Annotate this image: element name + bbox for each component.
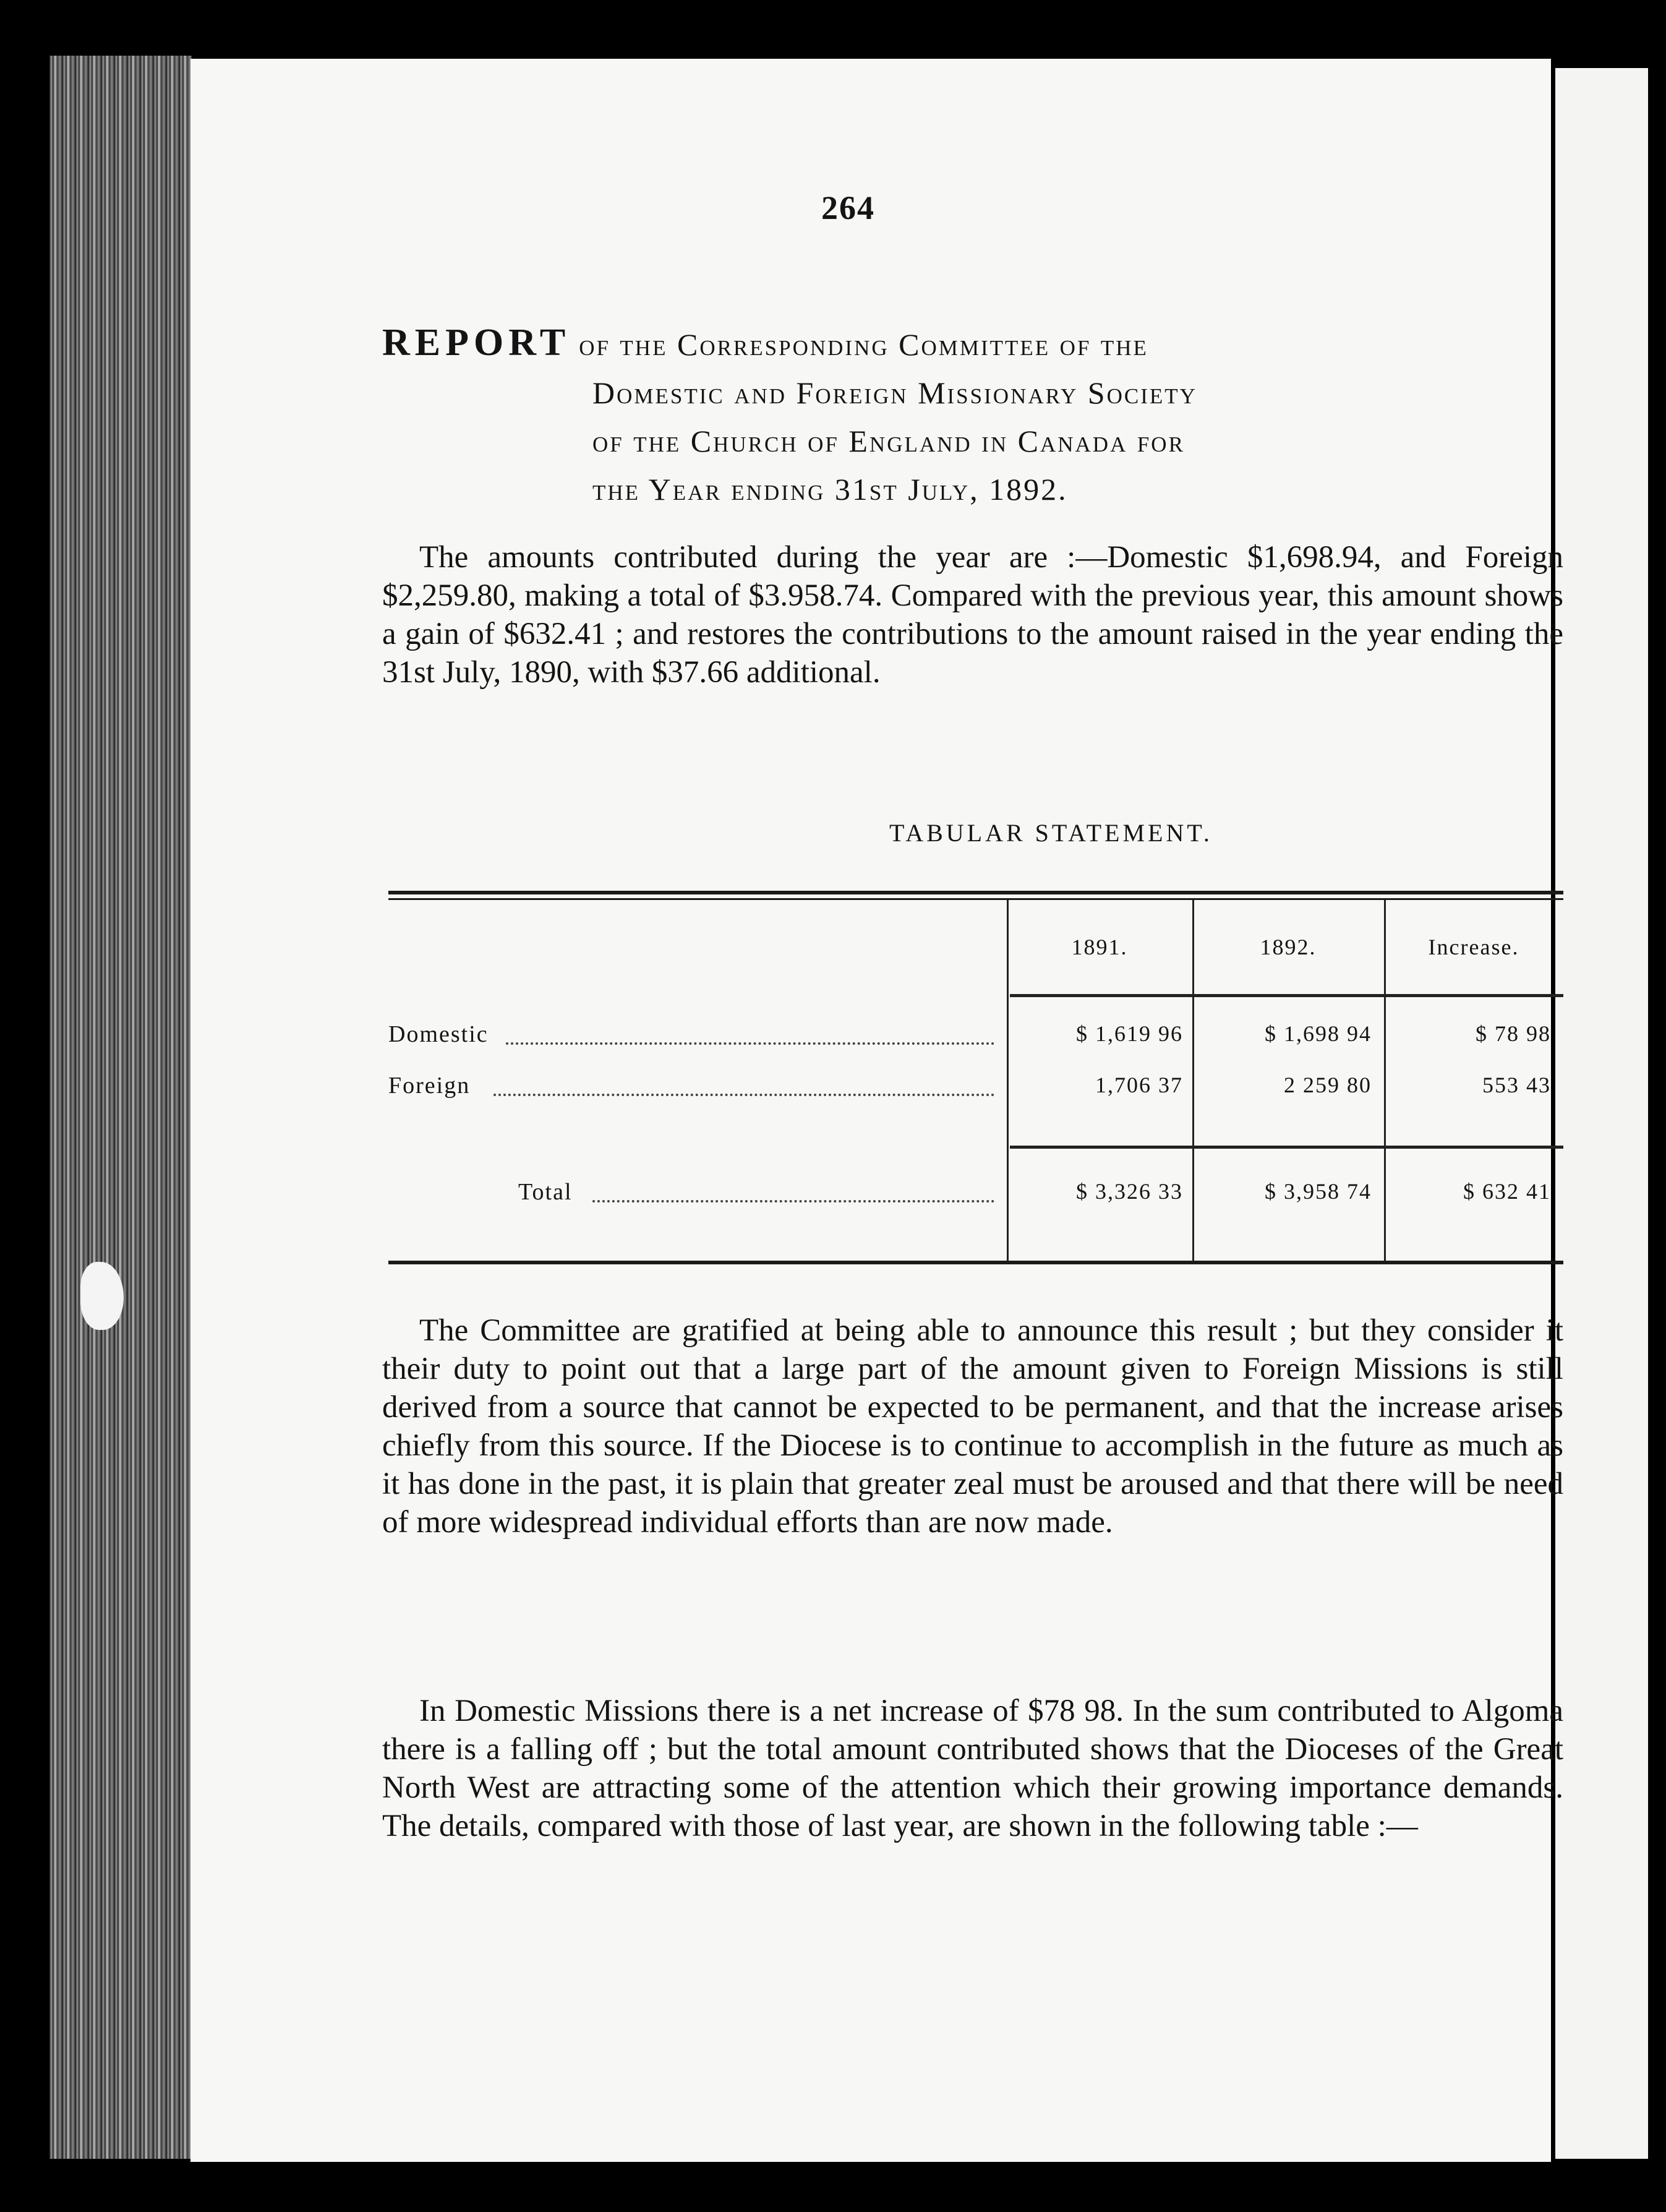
leader-dots <box>592 1200 994 1202</box>
table-bottom-rule <box>388 1261 1563 1264</box>
table-cell: $ 1,619 96 <box>1076 1021 1183 1046</box>
row-label-domestic: Domestic <box>388 1021 489 1047</box>
paragraph-contributions: The amounts contributed during the year are :—Domestic $1,698.94, and Foreign $2,259.80, making a total of $3.958.74. Compared with the previous year, this amount shows a gain of $632.41 ; and restores the contributions to the amount raised in the year ending the 31st July, 1890, with $37.66 additional. <box>382 540 1563 690</box>
column-header-increase: Increase. <box>1428 935 1519 959</box>
leader-dots <box>506 1042 994 1045</box>
book-gutter <box>49 56 192 2159</box>
table-cell: $ 632 41 <box>1463 1179 1551 1204</box>
column-header-1892: 1892. <box>1260 935 1317 959</box>
table-cell: 2 259 80 <box>1284 1073 1372 1097</box>
leader-dots <box>493 1094 994 1096</box>
table-heading: TABULAR STATEMENT. <box>889 819 1213 847</box>
paper-blot <box>80 1262 124 1330</box>
table-cell: $ 3,958 74 <box>1265 1179 1372 1204</box>
row-label-foreign: Foreign <box>388 1073 471 1099</box>
paragraph-domestic-missions: In Domestic Missions there is a net increase of $78 98. In the sum contributed to Algoma there is a falling off ; but the total amount contributed shows that the Dioceses of the Great North West are attracting some of the attention which their growing importance demands. The details, compared with those of last year, are shown in the following table :— <box>382 1694 1563 1843</box>
header-rule <box>1010 994 1563 997</box>
column-header-1891: 1891. <box>1071 935 1128 959</box>
table-top-rule <box>388 891 1563 894</box>
page-number: 264 <box>821 189 875 226</box>
table-cell: $ 3,326 33 <box>1076 1179 1183 1204</box>
title-line-2: Domestic and Foreign Missionary Society <box>592 375 1197 410</box>
table-cell: 553 43 <box>1482 1073 1551 1097</box>
table-top-rule-thin <box>388 898 1563 900</box>
row-label-total: Total <box>518 1179 573 1205</box>
paragraph-committee: The Committee are gratified at being able to announce this result ; but they consider it their duty to point out that a large part of the amount given to Foreign Missions is still derived from a source that cannot be expected to be permanent, and that the increase arises chiefly from this source. If the Diocese is to continue to accomplish in the future as much as it has done in the past, it is plain that greater zeal must be aroused and that there will be need of more widespread individual efforts than are now made. <box>382 1313 1563 1540</box>
table-cell: $ 1,698 94 <box>1265 1021 1372 1046</box>
tabular-statement <box>388 891 1563 1268</box>
title-line-1: of the Corresponding Committee of the <box>579 327 1148 362</box>
total-rule <box>1010 1146 1563 1149</box>
title-line-3: of the Church of England in Canada for <box>592 424 1185 458</box>
table-cell: 1,706 37 <box>1095 1073 1183 1097</box>
book-page <box>190 59 1563 2162</box>
title-line-4: the Year ending 31st July, 1892. <box>592 472 1068 507</box>
table-cell: $ 78 98 <box>1476 1021 1551 1046</box>
title-lead: REPORT <box>382 322 571 364</box>
report-title <box>382 319 1576 513</box>
